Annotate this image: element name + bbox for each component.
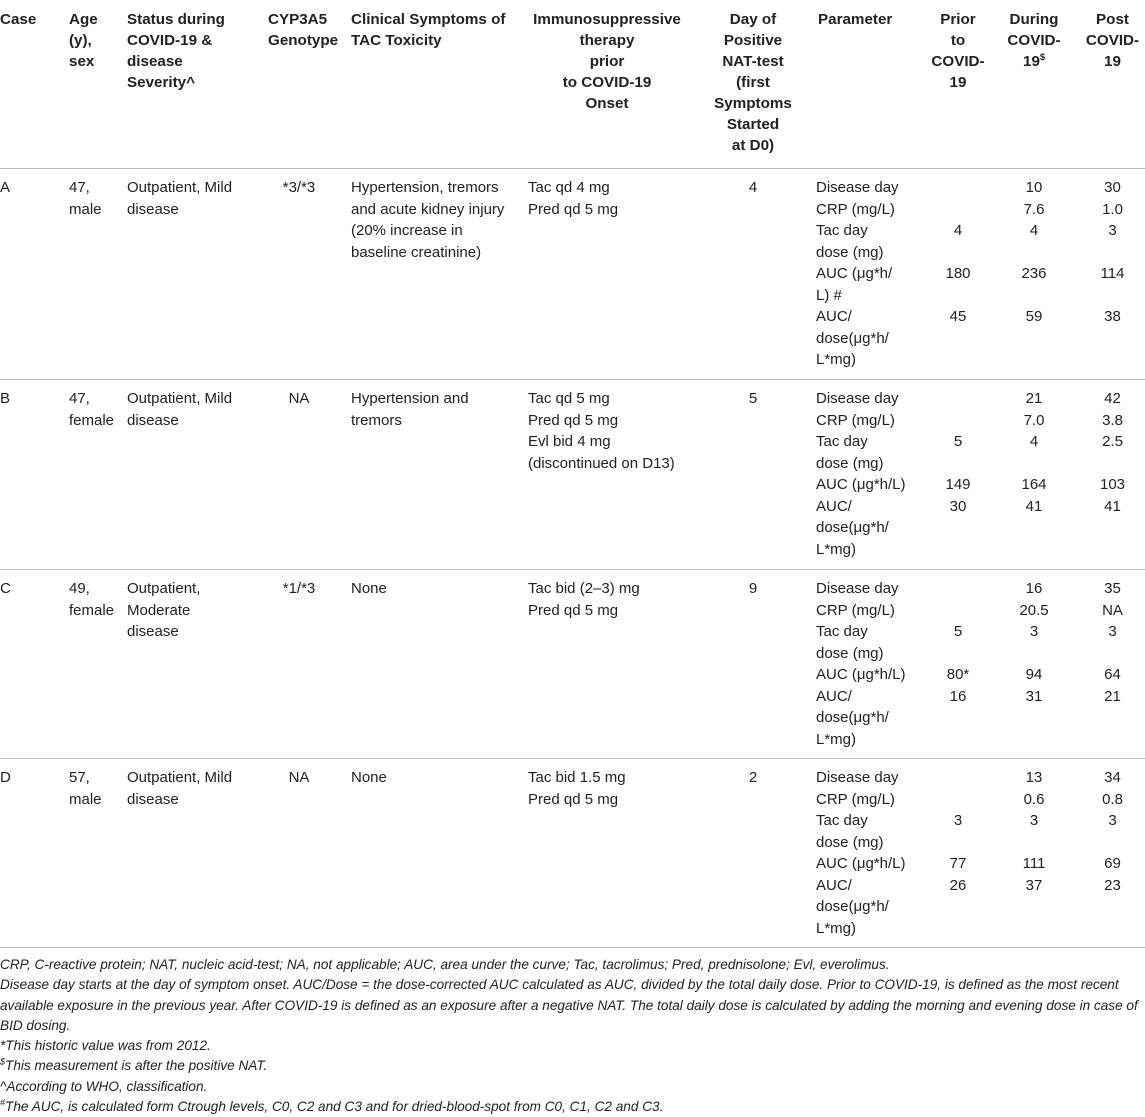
text-line: Positive [723,32,783,49]
spacer [1080,242,1145,264]
text-line: CRP (mg/L) [816,601,895,619]
cell-text: 5 [953,623,963,640]
table-row [0,379,1145,570]
spacer [998,285,1070,307]
cell-text: 9 [748,580,758,597]
cell-prior [925,578,991,707]
text-line: Tac day [816,812,868,829]
cell-status [127,767,232,810]
cell-text: 59 [1025,308,1043,325]
cell-text: 103 [1099,476,1126,493]
text-line: L*mg) [816,351,857,368]
text-line: (first [736,74,770,91]
cell-therapy [528,767,626,810]
cell-day-positive [703,388,803,410]
text-line: COVID- [931,53,985,70]
text-line: 47, [69,179,90,196]
text-line: dose(μg*h/ [816,519,889,536]
cell-text: 21 [1104,687,1121,705]
text-line: COVID- [1085,32,1140,49]
spacer [1080,643,1145,665]
cell-text: 31 [1025,687,1043,705]
cell-text: 5 [748,390,758,407]
text-line: dose (mg) [816,243,884,261]
cell-status [127,177,232,220]
text-line: female [69,601,115,619]
text-line: TAC Toxicity [351,32,442,49]
text-line: L*mg) [816,919,857,937]
text-line: dose(μg*h/ [816,329,889,347]
text-line: Started [726,116,780,133]
note-who: ^According to WHO, classification. [0,1078,208,1094]
table-header [0,0,1145,169]
cell-text: 236 [1021,265,1047,282]
text-line: (20% increase in [351,222,463,239]
cell-text: 30 [1104,179,1121,196]
cell-text: 3 [1108,623,1117,640]
cell-text: 114 [1100,265,1125,282]
cell-text: 3 [1108,812,1117,829]
text-line: disease [127,200,179,218]
cell-text: 42 [1104,390,1121,407]
text-line: Status during [127,11,225,28]
cell-symptoms [351,177,504,263]
cell-text: 0.6 [1023,790,1045,808]
text-line: CRP (mg/L) [816,200,895,218]
text-line: 19 [949,74,967,91]
cell-age-sex [69,177,102,220]
text-line: dose (mg) [816,644,884,662]
header-genotype [268,9,338,51]
spacer [925,578,991,600]
text-line: male [69,790,102,808]
spacer [925,242,991,264]
text-line: (discontinued on D13) [528,454,675,472]
note-abbreviations: CRP, C-reactive protein; NAT, nucleic acid-test; NA, not applicable; AUC, area under the curve; Tac, tacrolimus; Pred, prednisolone; Evl, everolimus. [0,957,890,972]
cell-therapy [528,578,640,621]
cell-text: 3 [1029,812,1039,829]
cell-case [0,388,10,410]
text-line: Tac day [816,222,868,239]
header-day-positive [703,9,803,156]
spacer [925,643,991,665]
text-line: CRP (mg/L) [816,790,895,808]
text-line: (y), [69,32,92,49]
header-prior [925,9,991,93]
cell-genotype [268,388,330,410]
cell-text: 34 [1104,769,1121,786]
spacer [925,789,991,811]
text-line: Clinical Symptoms of [351,11,506,28]
note-definition-2: available exposure in the previous year. After COVID-19 is defined as an exposure after a negative NAT. The total daily dose is calculated by adding the morning and evening dose in case of [0,997,1138,1013]
text-line: Pred qd 5 mg [528,790,619,808]
cell-text: C [0,580,11,597]
cell-age-sex [69,767,102,810]
header-age-sex [69,9,98,72]
text-line: AUC (μg*h/L) [816,855,906,872]
text-line: dose(μg*h/ [816,709,889,726]
text-line: COVID-19 & [127,32,213,49]
text-line: AUC (μg*h/ [816,265,893,282]
cell-text: A [0,179,11,196]
cell-age-sex [69,388,114,431]
spacer [925,600,991,622]
cell-text: 94 [1025,666,1043,683]
cell-text: 7.6 [1023,200,1045,218]
text-line: Outpatient, Mild [127,179,233,196]
text-line: CRP (mg/L) [816,411,895,429]
text-line: Severity^ [127,74,195,91]
cell-text: 13 [1025,769,1043,786]
text-line: Disease day [816,580,899,597]
cell-text: 26 [949,876,967,894]
header-post [1080,9,1145,72]
text-line: Tac bid (2–3) mg [528,580,640,597]
cell-text: 4 [748,179,758,196]
text-line: AUC (μg*h/L) [816,666,906,683]
cell-during [998,767,1070,896]
text-line: Symptoms [714,95,792,112]
cell-during [998,388,1070,517]
cell-text: 41 [1104,497,1121,515]
cell-therapy [528,177,618,220]
note-auc: #The AUC, is calculated form Ctrough levels, C0, C2 and C3 and for dried-blood-spot from C0, C1, C2 and C3. [0,1097,664,1115]
cell-genotype [268,578,330,600]
text-line: baseline creatinine) [351,243,482,261]
cell-case [0,177,10,199]
spacer [998,832,1070,854]
cell-text: 30 [949,497,967,515]
text-line: Hypertension, tremors [351,179,499,196]
cell-text: 4 [1029,433,1039,450]
text-line: disease [127,623,179,640]
text-line: male [69,200,102,218]
cell-text: *1/*3 [282,580,316,597]
spacer [1080,285,1145,307]
table-row [0,168,1145,380]
cell-text: NA [288,390,310,407]
text-line: L) # [816,286,842,304]
cell-text: 1.0 [1102,200,1123,218]
cell-text: 4 [953,222,963,239]
cell-text: 10 [1025,179,1043,196]
header-parameter: Parameter [818,11,893,28]
text-line: 19 [1104,53,1121,70]
text-line: Outpatient, [127,580,201,597]
cell-genotype [268,767,330,789]
spacer [925,388,991,410]
text-line: Tac bid 1.5 mg [528,769,626,786]
cell-text: 37 [1025,876,1043,894]
text-line: CYP3A5 [268,11,328,28]
cell-text: 3 [1108,222,1117,239]
spacer [925,410,991,432]
text-line: Pred qd 5 mg [528,601,619,619]
text-line: Immunosuppressive [533,11,681,28]
spacer [925,453,991,475]
spacer [998,643,1070,665]
text-line: sex [69,53,95,70]
cell-text: 2 [748,769,758,786]
cell-age-sex [69,578,114,621]
text-line: therapy [579,32,635,49]
cell-parameter [816,388,906,560]
cell-text: 41 [1025,497,1043,515]
text-line: Outpatient, Mild [127,769,233,786]
text-line: Tac qd 4 mg [528,179,610,196]
cell-text: *3/*3 [282,179,316,196]
cell-parameter [816,177,899,371]
cell-text: 23 [1104,876,1121,894]
cell-during [998,578,1070,707]
cell-text: 0.8 [1102,790,1123,808]
cell-post [1080,767,1145,896]
text-line: Outpatient, Mild [127,390,233,407]
note-definition-3: BID dosing. [0,1017,71,1033]
text-line: Day of [729,11,777,28]
text-line: 47, [69,390,90,407]
text-line: dose (mg) [816,454,884,472]
text-line: AUC/ [816,876,852,894]
cell-text: 4 [1029,222,1039,239]
cell-status [127,578,200,643]
spacer [1080,453,1145,475]
cell-text: 45 [949,308,967,325]
cell-case [0,767,11,789]
cell-during [998,177,1070,328]
spacer [925,285,991,307]
header-therapy [526,9,688,114]
text-line: 57, [69,769,90,786]
text-line: L*mg) [816,540,857,558]
cell-status [127,388,232,431]
text-line: Genotype [268,32,339,49]
text-line: Disease day [816,390,899,407]
cell-text: 3 [1029,623,1039,640]
cell-symptoms [351,388,469,431]
spacer [998,453,1070,475]
cell-text: 7.0 [1023,411,1045,429]
cell-text: 20.5 [1019,601,1049,619]
spacer [1080,832,1145,854]
text-line: Age [69,11,98,28]
header-case: Case [0,11,37,28]
text-line: dose(μg*h/ [816,898,889,915]
cell-post [1080,177,1145,328]
table-row [0,758,1145,948]
cell-parameter [816,578,906,750]
text-line: disease [127,411,179,429]
text-line: Hypertension and [351,390,469,407]
cell-text: NA [1102,601,1123,619]
cell-prior [925,388,991,517]
note-during: $This measurement is after the positive NAT. [0,1056,268,1074]
cell-prior [925,177,991,328]
spacer [925,832,991,854]
text-line: Evl bid 4 mg [528,433,611,450]
text-line: Post [1096,11,1129,28]
cell-genotype [268,177,330,199]
text-line: tremors [351,411,402,429]
cell-text: NA [288,769,310,786]
text-line: NAT-test [722,53,784,70]
cell-text: 164 [1021,476,1047,493]
text-line: prior [589,53,625,70]
text-line: Tac qd 5 mg [528,390,610,407]
text-line: at D0) [731,137,775,154]
text-line: AUC/ [816,497,852,515]
cell-text: 77 [949,855,967,872]
cell-day-positive [703,767,803,789]
text-line: Prior [940,11,976,28]
text-line: to [950,32,966,49]
cell-text: 149 [945,476,971,493]
cell-text: 3.8 [1102,411,1123,429]
text-line: Disease day [816,769,899,786]
cell-parameter [816,767,906,939]
spacer [925,177,991,199]
text-line: AUC (μg*h/L) [816,476,906,493]
text-line: dose (mg) [816,833,884,851]
cell-text: 2.5 [1102,433,1123,450]
cell-symptoms [351,578,387,600]
cell-text: 80* [946,666,970,683]
text-line: female [69,411,115,429]
cell-text: B [0,390,11,407]
text-line: Tac day [816,433,868,450]
header-during: During COVID- 19$ [1007,11,1061,70]
cell-text: 35 [1104,580,1121,597]
cell-symptoms [351,767,387,789]
text-line: None [351,769,387,786]
text-line: Disease day [816,179,899,196]
cell-text: 180 [945,265,971,282]
cell-post [1080,388,1145,517]
cell-text: 16 [949,687,967,705]
text-line: 49, [69,580,90,597]
text-line: Pred qd 5 mg [528,411,619,429]
cell-text: 111 [1022,855,1046,872]
cell-text: 69 [1104,855,1121,872]
cell-day-positive [703,578,803,600]
cell-therapy [528,388,675,474]
text-line: AUC/ [816,687,852,705]
text-line: None [351,580,387,597]
cell-text: 21 [1025,390,1043,407]
table-footnotes [0,955,1145,1117]
cell-post [1080,578,1145,707]
text-line: L*mg) [816,730,857,748]
note-definition-1: Disease day starts at the day of symptom onset. AUC/Dose = the dose-corrected AUC calculated as AUC, divided by the total daily dose. Prior to COVID-19, is defined as the most recent [0,977,1119,993]
text-line: Pred qd 5 mg [528,200,619,218]
cell-case [0,578,11,600]
cell-day-positive [703,177,803,199]
text-line: disease [127,790,179,808]
table-row [0,569,1145,759]
cell-text: 64 [1104,666,1121,683]
cell-prior [925,767,991,896]
text-line: Onset [585,95,629,112]
spacer [998,242,1070,264]
header-status [127,9,225,93]
spacer [925,199,991,221]
text-line: to COVID-19 [562,74,652,91]
text-line: and acute kidney injury [351,200,505,218]
cell-text: 3 [953,812,963,829]
cell-text: D [0,769,11,786]
text-line: AUC/ [816,308,852,325]
cell-text: 5 [953,433,963,450]
text-line: Moderate [127,601,191,619]
header-symptoms [351,9,505,51]
spacer [925,767,991,789]
text-line: disease [127,53,183,70]
note-historic: *This historic value was from 2012. [0,1038,211,1054]
cell-text: 38 [1104,308,1121,325]
cell-text: 16 [1025,580,1043,597]
text-line: Tac day [816,623,868,640]
